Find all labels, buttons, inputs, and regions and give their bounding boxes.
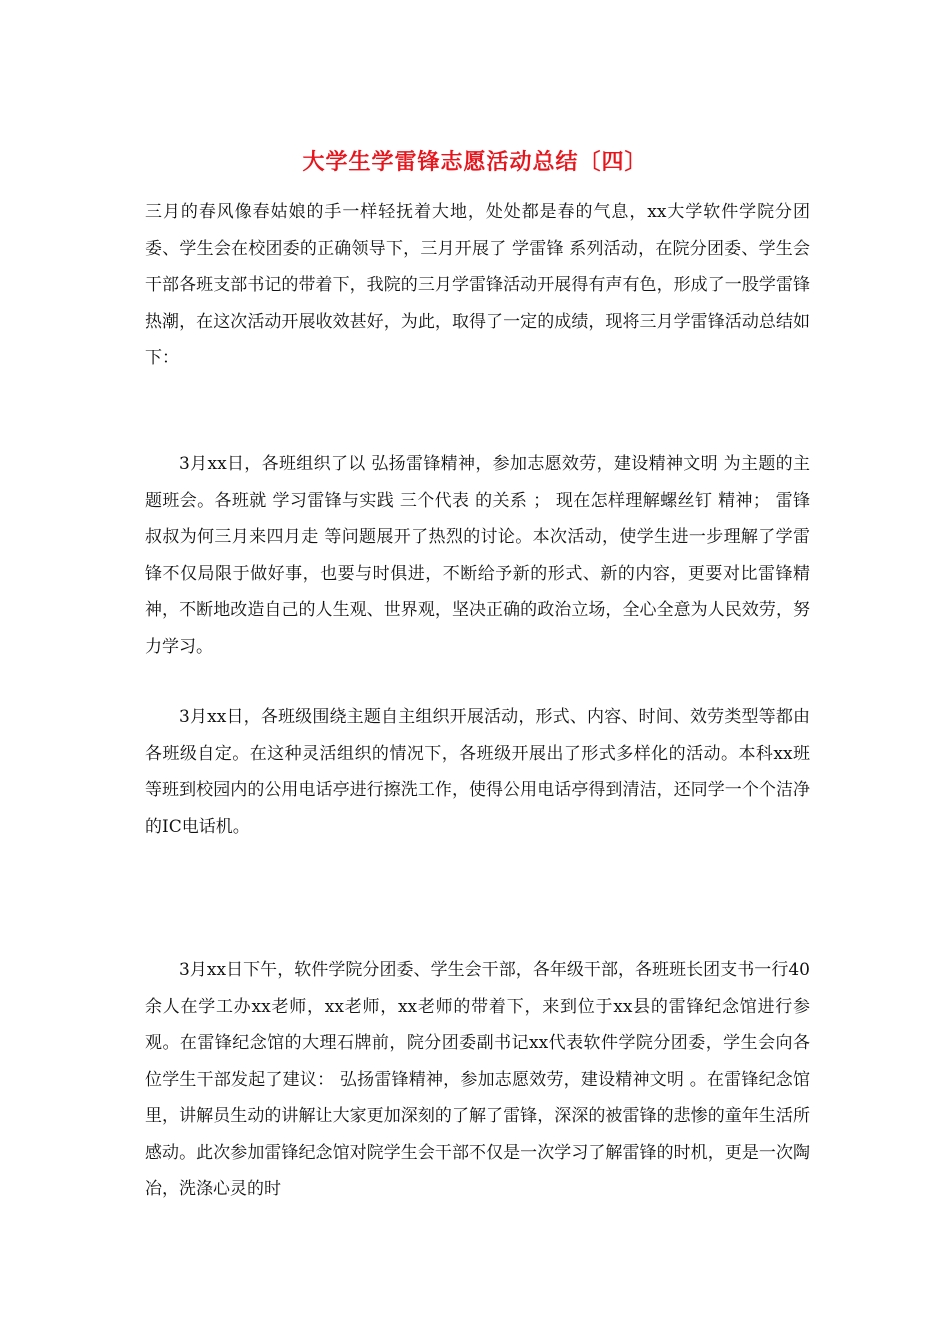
paragraph-theme-class-meeting: 3月xx日，各班组织了以 弘扬雷锋精神，参加志愿效劳，建设精神文明 为主题的主题班会。各班就 学习雷锋与实践 三个代表 的关系 ； 现在怎样理解螺丝钉 精神； 雷锋叔叔为何三月来四月走 等问题展开了热烈的讨论。本次活动，使学生进一步理解了学雷锋不仅局限于做好事，也要与时俱进，不断给予新的形式、新的内容，更要对比雷锋精神，不断地改造自己的人生观、世界观，坚决正确的政治立场，全心全意为人民效劳，努力学习。 xyxy=(145,454,810,657)
paragraph-intro: 三月的春风像春姑娘的手一样轻抚着大地，处处都是春的气息，xx大学软件学院分团委、学生会在校团委的正确领导下，三月开展了 学雷锋 系列活动，在院分团委、学生会干部各班支部书记的带着下，我院的三月学雷锋活动开展得有声有色，形成了一股学雷锋热潮，在这次活动开展收效甚好，为此，取得了一定的成绩，现将三月学雷锋活动总结如下： xyxy=(145,202,810,368)
paragraph-memorial-visit: 3月xx日下午，软件学院分团委、学生会干部，各年级干部，各班班长团支书一行40余人在学工办xx老师，xx老师，xx老师的带着下，来到位于xx县的雷锋纪念馆进行参观。在雷锋纪念馆的大理石牌前，院分团委副书记xx代表软件学院分团委，学生会向各位学生干部发起了建议： 弘扬雷锋精神，参加志愿效劳，建设精神文明 。在雷锋纪念馆里，讲解员生动的讲解让大家更加深刻的了解了雷锋，深深的被雷锋的悲惨的童年生活所感动。此次参加雷锋纪念馆对院学生会干部不仅是一次学习了解雷锋的时机，更是一次陶冶，洗涤心灵的时 xyxy=(145,960,810,1199)
paragraph-class-activities: 3月xx日，各班级围绕主题自主组织开展活动，形式、内容、时间、效劳类型等都由各班级自定。在这种灵活组织的情况下，各班级开展出了形式多样化的活动。本科xx班等班到校园内的公用电话亭进行擦洗工作，使得公用电话亭得到清洁，还同学一个个洁净的IC电话机。 xyxy=(145,707,810,837)
document-title: 大学生学雷锋志愿活动总结〔四〕 xyxy=(302,150,648,175)
